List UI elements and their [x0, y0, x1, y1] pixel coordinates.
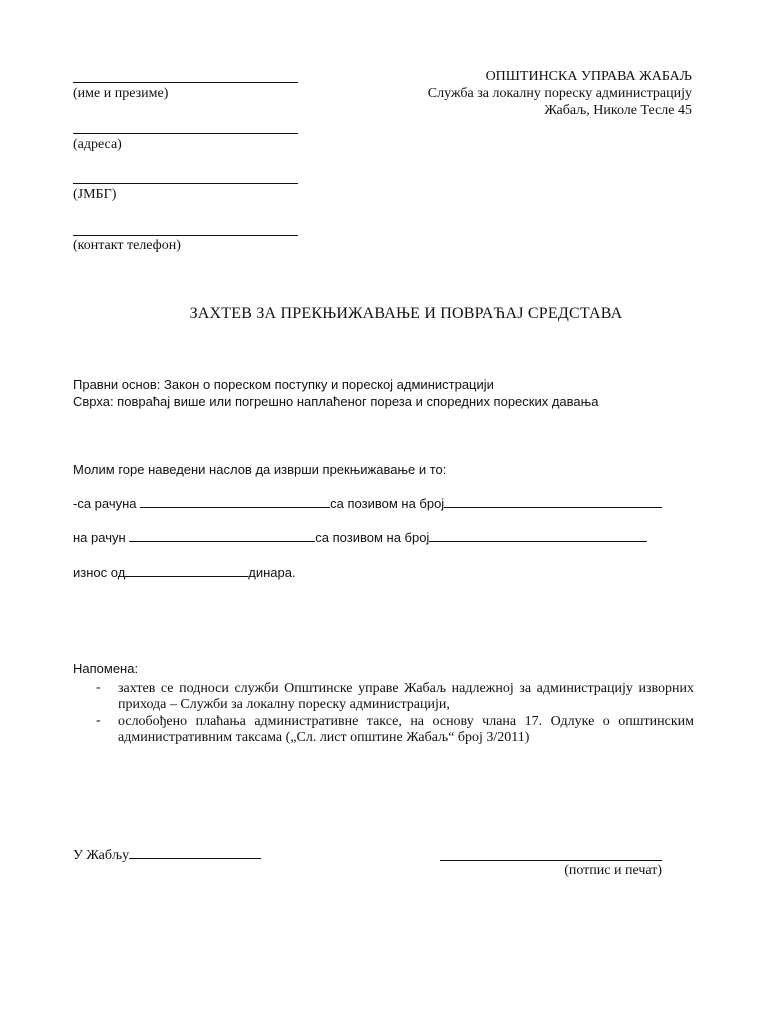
amount-row	[73, 564, 296, 580]
document-title: ЗАХТЕВ ЗА ПРЕКЊИЖАВАЊЕ И ПОВРАЋАЈ СРЕДСТАВА	[189, 305, 623, 322]
phone-label: (контакт телефон)	[73, 238, 181, 253]
note-heading: Напомена:	[73, 661, 139, 676]
amount-prefix: износ од	[73, 565, 126, 580]
to-account-row	[73, 529, 647, 545]
jmbg-line[interactable]	[73, 183, 298, 184]
request-intro: Молим горе наведени наслов да изврши прекњижавање и то:	[73, 462, 447, 477]
purpose: Сврха: повраћај више или погрешно наплаћеног пореза и споредних пореских давања	[73, 394, 599, 409]
call-number-label-1: са позивом на број	[330, 496, 445, 511]
recipient-office: ОПШТИНСКА УПРАВА ЖАБАЉ	[485, 69, 692, 84]
note-item-1: захтев се подноси служби Општинске управе Жабаљ надлежној за администрацију изворних прихода – Служби за локалну пореску администрацији,	[118, 681, 694, 712]
address-label: (адреса)	[73, 137, 122, 152]
call-number-field-1[interactable]	[444, 495, 662, 508]
note-item-2: ослобођено плаћања административне таксе, на основу члана 17. Одлуке о општинским административним таксама („Сл. лист општине Жабаљ“ број 3/2011)	[118, 714, 694, 745]
to-account-field[interactable]	[129, 529, 315, 542]
signature-label: (потпис и печат)	[564, 863, 662, 878]
to-account-label: на рачун	[73, 530, 126, 545]
recipient-address: Жабаљ, Николе Тесле 45	[544, 103, 692, 118]
note-bullet-1: -	[96, 680, 101, 695]
recipient-service: Служба за локалну пореску администрацију	[427, 86, 692, 101]
jmbg-label: (ЈМБГ)	[73, 187, 117, 202]
name-line[interactable]	[73, 82, 298, 83]
signature-line[interactable]	[440, 860, 662, 861]
from-account-field[interactable]	[140, 495, 330, 508]
amount-field[interactable]	[125, 564, 248, 577]
call-number-field-2[interactable]	[429, 529, 647, 542]
from-account-row	[73, 495, 662, 511]
note-bullet-2: -	[96, 713, 101, 728]
phone-line[interactable]	[73, 235, 298, 236]
name-label: (име и презиме)	[73, 86, 169, 101]
place-label: У Жабљу	[73, 848, 130, 863]
from-account-label: -са рачуна	[73, 496, 137, 511]
address-line[interactable]	[73, 133, 298, 134]
date-field[interactable]	[129, 846, 261, 859]
call-number-label-2: са позивом на број	[315, 530, 430, 545]
legal-basis: Правни основ: Закон о пореском поступку и пореској администрацији	[73, 377, 494, 392]
amount-suffix: динара.	[248, 565, 296, 580]
place-row	[73, 846, 261, 864]
